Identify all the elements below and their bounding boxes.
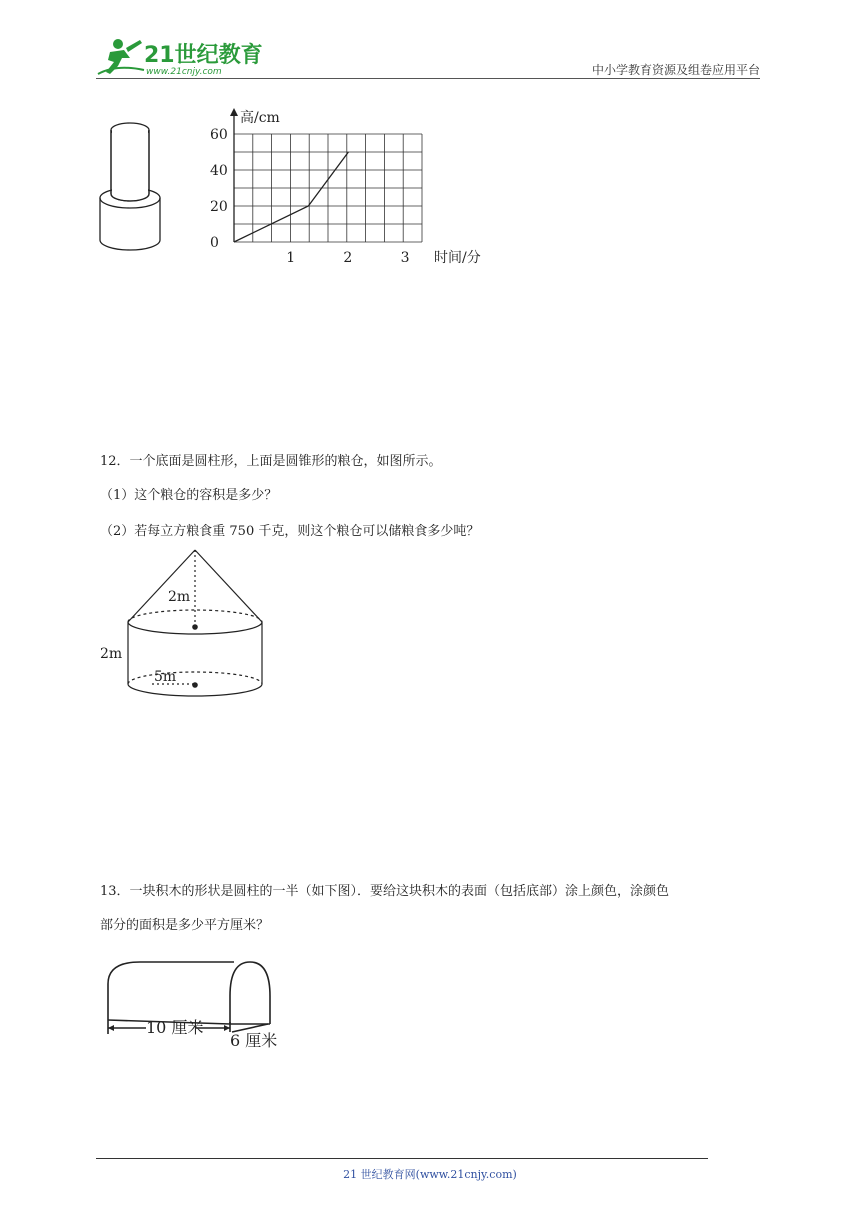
x-tick-label: 2: [343, 250, 353, 266]
height-line: [234, 152, 348, 242]
y-tick-label: 60: [210, 127, 228, 143]
x-tick-label: 1: [286, 250, 296, 266]
q12-subquestion-2: （2）若每立方粮食重 750 千克，则这个粮仓可以储粮食多少吨？: [100, 524, 480, 539]
length-label: 10 厘米: [146, 1018, 204, 1037]
logo-url: www.21cnjy.com: [146, 67, 222, 77]
header-divider: [96, 78, 760, 79]
footer-divider: [96, 1158, 708, 1159]
stacked-cylinders-figure: [92, 116, 172, 258]
q13-text-line-2: 部分的面积是多少平方厘米？: [100, 918, 270, 933]
runner-icon: [98, 39, 144, 74]
height-time-graph: [200, 104, 490, 268]
logo-text: 21世纪教育: [144, 43, 263, 68]
x-axis-label: 时间/分: [434, 250, 481, 266]
left-arrow-icon: [108, 1025, 114, 1031]
cone-height-label: 2m: [168, 589, 191, 605]
y-axis-arrow-icon: [230, 108, 238, 116]
x-tick-label: 3: [400, 250, 410, 266]
y-axis-label: 高/cm: [240, 110, 280, 126]
site-logo: [96, 34, 266, 80]
half-cylinder-figure: [100, 956, 300, 1056]
y-tick-label: 40: [210, 163, 228, 179]
cylinder-height-label: 2m: [100, 646, 123, 662]
footer-site-text[interactable]: 21 世纪教育网(www.21cnjy.com): [343, 1168, 517, 1181]
q12-title: 12．一个底面是圆柱形，上面是圆锥形的粮仓，如图所示。: [100, 454, 442, 469]
q13-text-line-1: 13．一块积木的形状是圆柱的一半（如下图）．要给这块积木的表面（包括底部）涂上颜色，涂颜色: [100, 884, 670, 899]
graph-grid: [234, 134, 422, 242]
width-label: 6 厘米: [230, 1031, 278, 1050]
q12-subquestion-1: （1）这个粮仓的容积是多少？: [100, 488, 278, 503]
y-tick-label: 20: [210, 199, 228, 215]
y-tick-label: 0: [210, 235, 219, 251]
top-center-dot: [192, 624, 198, 630]
header-platform-text: 中小学教育资源及组卷应用平台: [591, 63, 760, 77]
radius-label: 5m: [154, 669, 177, 685]
bottom-center-dot: [192, 682, 198, 688]
granary-figure: [96, 548, 276, 708]
